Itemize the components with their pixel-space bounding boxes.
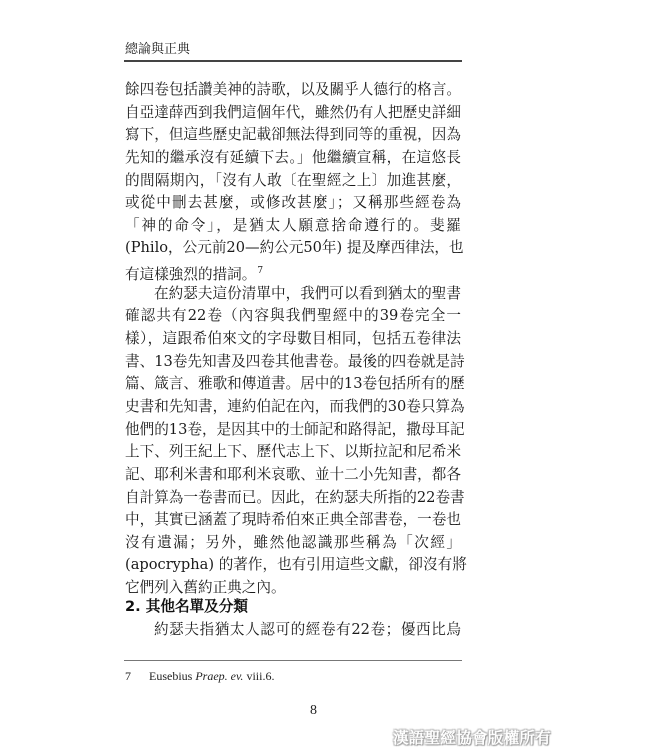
paragraph-last-line xyxy=(125,260,461,283)
paragraph-first-line: 約瑟夫指猶太人認可的經卷有22卷；優西比烏 xyxy=(154,621,461,638)
running-header-title: 總論與正典 xyxy=(125,42,191,57)
text-line: 上下、列王紀上下、歷代志上下、以斯拉記和尼希米 xyxy=(125,443,461,461)
paragraph-first-line: 在約瑟夫這份清單中，我們可以看到猶太的聖書 xyxy=(154,284,461,302)
footnote-ref: viii.6. xyxy=(246,669,275,683)
body-text xyxy=(125,79,467,600)
text-line: 篇、箴言、雅歌和傳道書。居中的13卷包括所有的歷 xyxy=(125,375,465,393)
footnote-7 xyxy=(125,669,274,684)
text-line: 中，其實已涵蓋了現時希伯來正典全部書卷，一卷也 xyxy=(125,511,461,529)
text-line: 「神的命令」，是猶太人願意捨命遵行的。斐羅 xyxy=(125,216,461,234)
text-line: 史書和先知書，連約伯記在內，而我們的30卷只算為 xyxy=(125,397,465,415)
footnote-reference[interactable]: 7 xyxy=(257,266,264,277)
text-line: 餘四卷包括讚美神的詩歌，以及關乎人德行的格言。 xyxy=(125,81,461,98)
footnote-rule xyxy=(124,660,462,661)
paragraph-last-line: 它們列入舊約正典之內。 xyxy=(125,579,286,597)
text-line: 記、耶利米書和耶利米哀歌、並十二小先知書，都各 xyxy=(125,465,461,483)
copyright-watermark: 漢語聖經協會版權所有 xyxy=(393,729,552,747)
text-line: 書、13卷先知書及四卷其他書卷。最後的四卷就是詩 xyxy=(125,352,465,370)
header-rule xyxy=(124,60,462,62)
text-line: 樣），這跟希伯來文的字母數目相同，包括五卷律法 xyxy=(125,330,461,348)
page-number: 8 xyxy=(310,703,317,718)
text-line: 的間隔期內，「沒有人敢〔在聖經之上〕加進甚麼， xyxy=(125,171,461,189)
text-line: 先知的繼承沒有延續下去。」他繼續宣稱，在這悠長 xyxy=(125,148,461,166)
text-line: 寫下，但這些歷史記載卻無法得到同等的重視，因為 xyxy=(125,126,461,144)
footnote-number: 7 xyxy=(125,669,131,683)
text-line: 自計算為一卷書而已。因此，在約瑟夫所指的22卷書 xyxy=(125,488,465,506)
footnote-work-title: Praep. ev. xyxy=(195,669,244,683)
text-line: 他們的13卷，是因其中的士師記和路得記，撒母耳記 xyxy=(125,420,465,438)
text-line: 或從中刪去甚麼，或修改甚麼」；又稱那些經卷為 xyxy=(125,194,461,212)
text-line: 確認共有22卷（內容與我們聖經中的39卷完全一 xyxy=(125,307,461,325)
text-line: 有這樣強烈的措詞。 xyxy=(125,266,257,284)
section-heading: 2. 其他名單及分類 xyxy=(125,598,248,615)
footnote-author: Eusebius xyxy=(149,669,193,683)
section-body xyxy=(125,619,461,642)
text-line: 自亞達薛西到我們這個年代，雖然仍有人把歷史詳細 xyxy=(125,103,461,121)
text-line: (apocrypha) 的著作，也有引用這些文獻，卻沒有將 xyxy=(125,556,467,574)
text-line: (Philo，公元前20—約公元50年) 提及摩西律法，也 xyxy=(125,239,464,257)
text-line: 沒有遺漏；另外，雖然他認識那些稱為「次經」 xyxy=(125,533,461,551)
